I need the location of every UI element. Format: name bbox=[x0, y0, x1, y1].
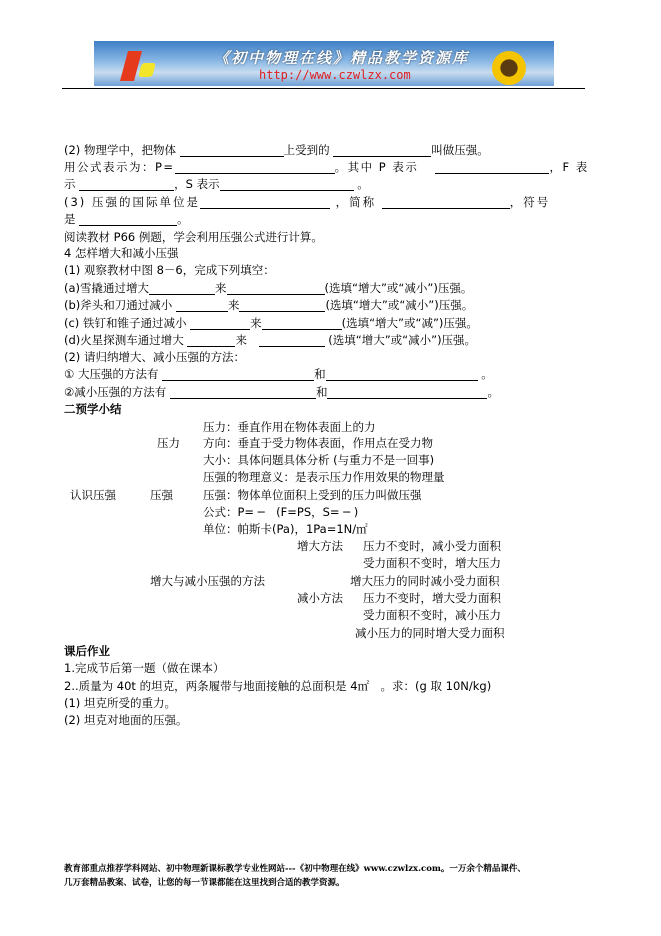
banner-title: 《初中物理在线》精品教学资源库 bbox=[214, 49, 470, 67]
methods-label: 增大与减小压强的方法 bbox=[150, 574, 265, 588]
homework-2-2: (2) 坦克对地面的压强。 bbox=[64, 713, 188, 727]
homework-2: 2..质量为 40t 的坦克，两条履带与地面接触的总面积是 4㎡ 。求：(g 取 10N/kg) bbox=[64, 679, 492, 693]
decrease-1: 压力不变时，增大受力面积 bbox=[363, 591, 501, 605]
q3-line-2: 是 。 bbox=[64, 212, 189, 226]
homework-2-1: (1) 坦克所受的重力。 bbox=[64, 696, 176, 710]
pressure-def: 压强：物体单位面积上受到的压力叫做压强 bbox=[203, 488, 422, 502]
q3-line: (3) 压强的国际单位是 ，简称 ，符号 bbox=[64, 195, 551, 209]
homework-heading: 课后作业 bbox=[64, 644, 110, 658]
fill-a: (a)雪撬通过增大 来 (选填“增大”或“减小”)压强。 bbox=[64, 281, 473, 295]
decrease-label: 减小方法 bbox=[297, 591, 343, 605]
pressure-label: 压强 bbox=[150, 488, 173, 502]
observe-line: (1) 观察教材中图 8－6，完成下列填空： bbox=[64, 263, 275, 277]
decrease-3: 减小压力的同时增大受力面积 bbox=[355, 626, 505, 640]
header-rule bbox=[62, 88, 585, 89]
footer-line-1: 教育部重点推荐学科网站、初中物理新课标教学专业性网站---《初中物理在线》www.czwlzx.com。一万余个精品课件、 bbox=[64, 864, 526, 874]
fill-b: (b)斧头和刀通过减小 来 (选填“增大”或“减小”)压强。 bbox=[64, 298, 474, 312]
decrease-2: 受力面积不变时，减小压力 bbox=[363, 608, 501, 622]
root-label: 认识压强 bbox=[70, 488, 116, 502]
formula-line: 用公式表示为：P= 。其中 P 表示 ，F 表 bbox=[64, 160, 589, 174]
increase-3: 增大压力的同时减小受力面积 bbox=[350, 574, 500, 588]
banner-url: http://www.czwlzx.com bbox=[259, 68, 411, 82]
logo-icon-accent bbox=[138, 63, 156, 77]
section-4-heading: 4 怎样增大和减小压强 bbox=[64, 246, 179, 260]
footer-line-2: 几万套精品教案、试卷，让您的每一节课都能在这里找到合适的教学资源。 bbox=[64, 878, 345, 888]
force-label: 压力 bbox=[157, 436, 180, 450]
force-def: 压力：垂直作用在物体表面上的力 bbox=[203, 420, 376, 434]
pressure-meaning: 压强的物理意义：是表示压力作用效果的物理量 bbox=[203, 470, 445, 484]
pressure-formula: 公式：P= ─ (F=PS，S= ─ ) bbox=[203, 505, 359, 519]
method-2: ②减小压强的方法有 和 。 bbox=[64, 385, 499, 399]
header-banner bbox=[94, 41, 554, 86]
increase-label: 增大方法 bbox=[297, 539, 343, 553]
increase-2: 受力面积不变时，增大压力 bbox=[363, 556, 501, 570]
force-direction: 方向：垂直于受力物体表面，作用点在受力物 bbox=[203, 436, 433, 450]
formula-line-2: 示 ，S 表示 。 bbox=[64, 177, 369, 191]
force-magnitude: 大小：具体问题具体分析 (与重力不是一回事) bbox=[203, 453, 435, 467]
pressure-unit: 单位：帕斯卡(Pa)，1Pa=1N/㎡ bbox=[203, 522, 368, 536]
read-instruction: 阅读教材 P66 例题，学会利用压强公式进行计算。 bbox=[64, 230, 323, 244]
homework-1: 1.完成节后第一题（做在课本） bbox=[64, 661, 225, 675]
method-1: ① 大压强的方法有 和 。 bbox=[64, 367, 493, 381]
sunflower-icon bbox=[492, 51, 526, 85]
increase-1: 压力不变时，减小受力面积 bbox=[363, 539, 501, 553]
fill-c: (c) 铁钉和锥子通过减小 来 (选填“增大”或“减”)压强。 bbox=[64, 316, 478, 330]
summary-prompt: (2) 请归纳增大、减小压强的方法： bbox=[64, 350, 245, 364]
section-2-heading: 二预学小结 bbox=[64, 402, 122, 416]
q2-line: (2) 物理学中，把物体 上受到的 叫做压强。 bbox=[64, 143, 489, 157]
fill-d: (d)火星探测车通过增大 来 (选填“增大”或“减小”)压强。 bbox=[64, 333, 477, 347]
